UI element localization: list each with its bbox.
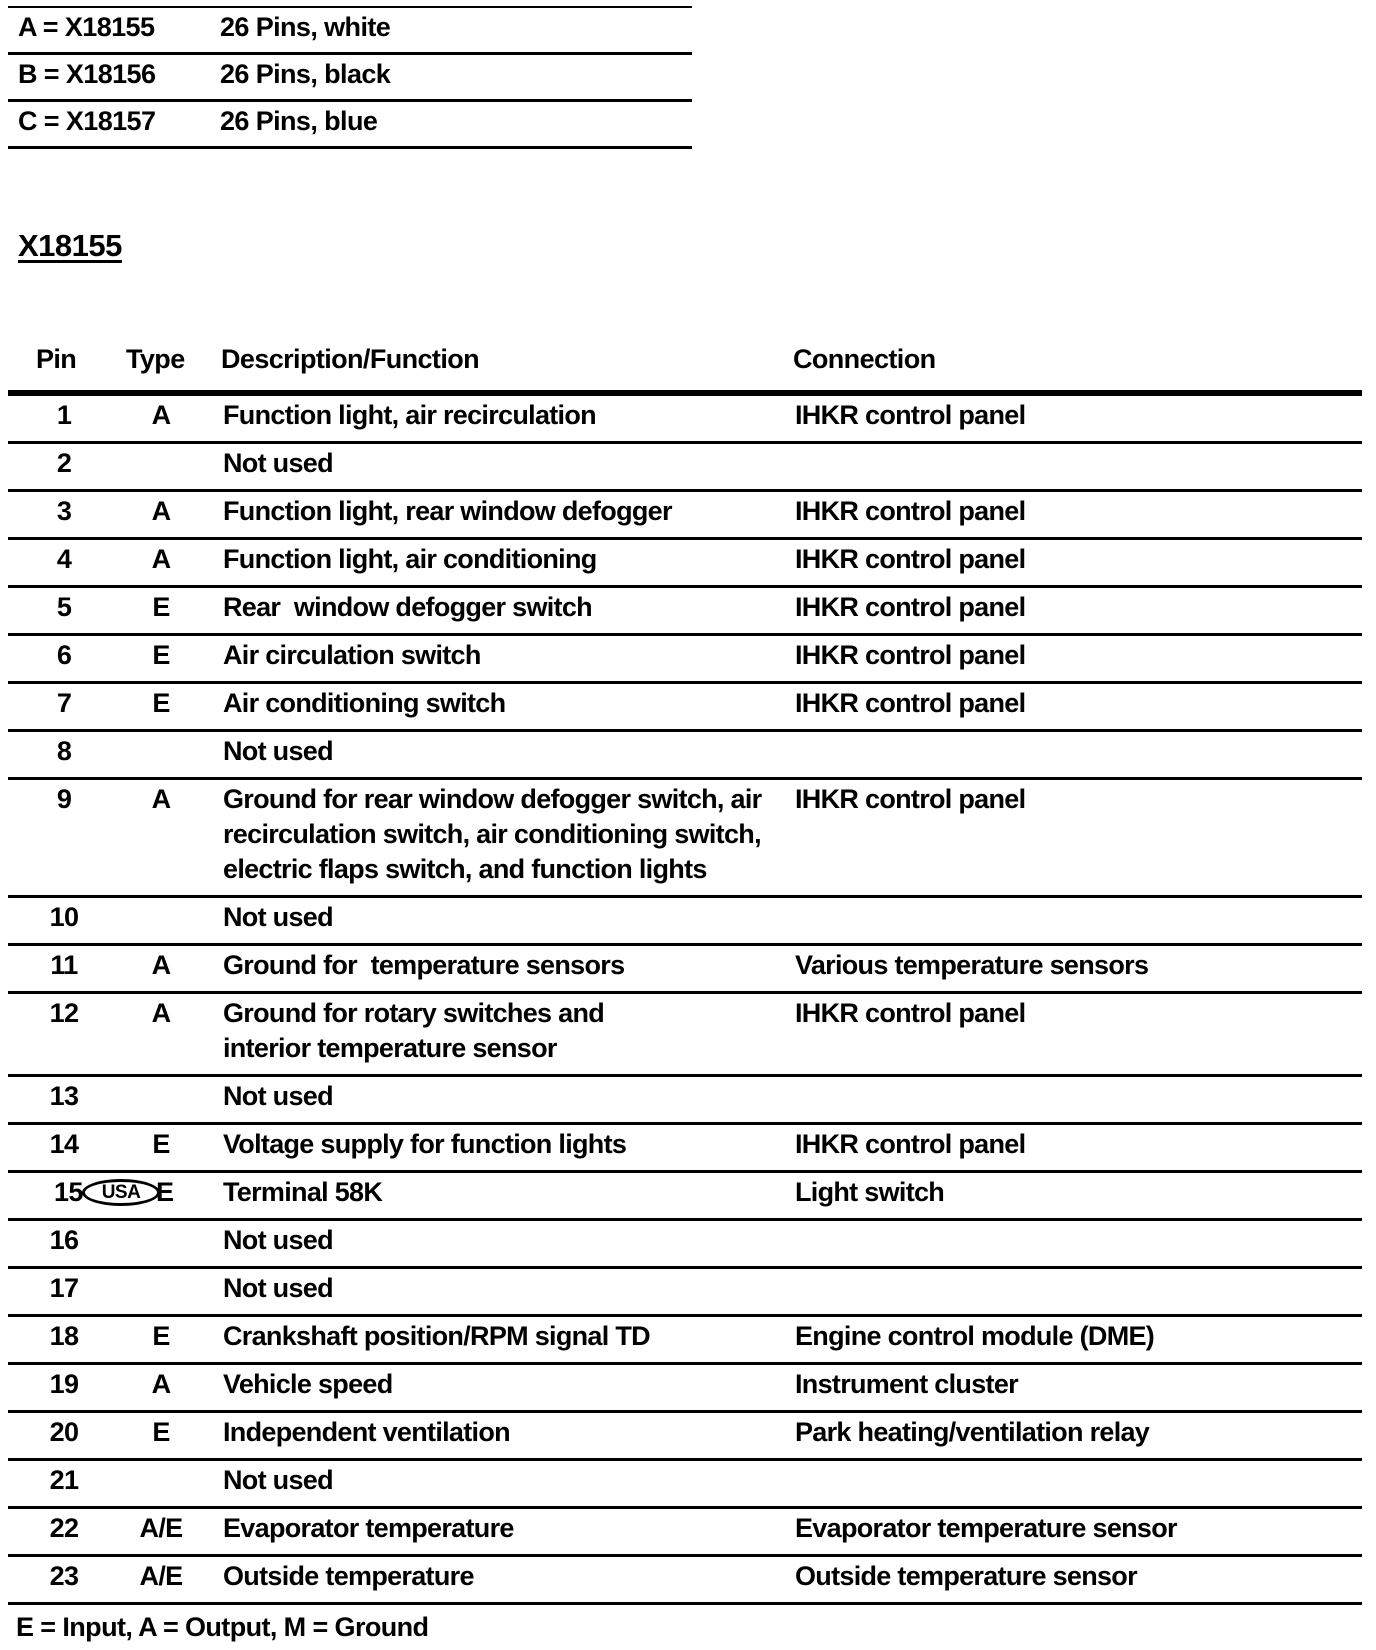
pin-description: Not used — [223, 1273, 333, 1303]
pin-description: Rear window defogger switch — [223, 592, 592, 622]
table-row — [8, 1509, 1362, 1557]
pin-number: 5 — [56, 592, 72, 622]
pin-number: 13 — [49, 1081, 79, 1111]
pin-description: Crankshaft position/RPM signal TD — [223, 1321, 650, 1351]
pin-type: A — [151, 544, 171, 574]
pin-description: Terminal 58K — [223, 1177, 383, 1207]
pin-connection: IHKR control panel — [795, 1129, 1026, 1159]
pin-number: 2 — [56, 448, 72, 478]
table-row — [8, 898, 1362, 946]
pin-number: 14 — [49, 1129, 79, 1159]
pin-description: Outside temperature — [223, 1561, 474, 1591]
table-row — [8, 1413, 1362, 1461]
connector-row — [8, 55, 692, 102]
pin-connection: IHKR control panel — [795, 592, 1026, 622]
pin-connection: IHKR control panel — [795, 784, 1026, 814]
pin-type: E — [152, 1129, 170, 1159]
pin-description: Voltage supply for function lights — [223, 1129, 627, 1159]
table-row — [8, 492, 1362, 540]
pin-connection: IHKR control panel — [795, 998, 1026, 1028]
pin-type: E — [156, 1177, 174, 1207]
pin-number: 4 — [56, 544, 72, 574]
pin-description: Vehicle speed — [223, 1369, 393, 1399]
table-row — [8, 1221, 1362, 1269]
pin-description: Not used — [223, 902, 333, 932]
pin-number: 23 — [49, 1561, 79, 1591]
pin-number: 17 — [49, 1273, 79, 1303]
table-row — [8, 1269, 1362, 1317]
connector-id: A = X18155 — [18, 12, 155, 42]
pin-connection: Evaporator temperature sensor — [795, 1513, 1177, 1543]
pin-description: Function light, rear window defogger — [223, 496, 672, 526]
pin-connection: IHKR control panel — [795, 400, 1026, 430]
header-type: Type — [126, 344, 185, 374]
pin-number: 21 — [49, 1465, 79, 1495]
connector-description: 26 Pins, white — [220, 12, 391, 42]
table-row — [8, 684, 1362, 732]
pin-type: A/E — [139, 1513, 183, 1543]
pin-number: 12 — [49, 998, 79, 1028]
table-row — [8, 780, 1362, 898]
table-row — [8, 994, 1362, 1077]
pin-connection: IHKR control panel — [795, 544, 1026, 574]
pin-number: 20 — [49, 1417, 79, 1447]
pin-description: Not used — [223, 1081, 333, 1111]
pin-number: 1 — [56, 400, 72, 430]
pin-type: A — [151, 998, 171, 1028]
pin-description: Independent ventilation — [223, 1417, 510, 1447]
header-connection: Connection — [793, 344, 936, 374]
table-row — [8, 588, 1362, 636]
connector-description: 26 Pins, black — [220, 59, 391, 89]
table-row — [8, 946, 1362, 994]
connector-table — [8, 6, 692, 149]
pin-type: A — [151, 784, 171, 814]
pin-connection: Outside temperature sensor — [795, 1561, 1137, 1591]
table-row — [8, 1557, 1362, 1605]
table-row — [8, 1461, 1362, 1509]
table-row — [8, 444, 1362, 492]
pin-description: Function light, air recirculation — [223, 400, 596, 430]
table-row — [8, 1125, 1362, 1173]
type-legend: E = Input, A = Output, M = Ground — [16, 1612, 429, 1642]
pin-description: Evaporator temperature — [223, 1513, 514, 1543]
header-pin: Pin — [36, 344, 77, 374]
pin-description: Ground for temperature sensors — [223, 950, 625, 980]
connector-id: B = X18156 — [18, 59, 156, 89]
pin-description: Ground for rotary switches and interior temperature sensor — [223, 998, 605, 1063]
pin-connection: Light switch — [795, 1177, 945, 1207]
table-row — [8, 396, 1362, 444]
pin-type: A/E — [139, 1561, 183, 1591]
pin-number: 9 — [56, 784, 72, 814]
pin-description: Function light, air conditioning — [223, 544, 597, 574]
table-row — [8, 1173, 1362, 1221]
pin-description: Air conditioning switch — [223, 688, 506, 718]
usa-marker-badge: USA — [82, 1179, 160, 1206]
pin-table-header — [8, 340, 1362, 396]
pin-type: A — [151, 1369, 171, 1399]
pin-type: A — [151, 950, 171, 980]
pin-table-body — [8, 396, 1362, 1605]
pin-number: 6 — [56, 640, 72, 670]
pin-number: 19 — [49, 1369, 79, 1399]
table-row — [8, 1317, 1362, 1365]
pin-connection: IHKR control panel — [795, 688, 1026, 718]
pin-description: Not used — [223, 1465, 333, 1495]
pin-connection: IHKR control panel — [795, 496, 1026, 526]
pin-connection: Various temperature sensors — [795, 950, 1149, 980]
pin-number: 18 — [49, 1321, 79, 1351]
pin-description: Not used — [223, 1225, 333, 1255]
connector-description: 26 Pins, blue — [220, 106, 378, 136]
pin-type: A — [151, 496, 171, 526]
pin-type: E — [152, 688, 170, 718]
table-row — [8, 636, 1362, 684]
pin-description: Not used — [223, 448, 333, 478]
pin-number: 22 — [49, 1513, 79, 1543]
pin-type: E — [152, 592, 170, 622]
pin-connection: Engine control module (DME) — [795, 1321, 1155, 1351]
pin-type: E — [152, 640, 170, 670]
pin-description: Not used — [223, 736, 333, 766]
pin-type: E — [152, 1321, 170, 1351]
pin-number: 16 — [49, 1225, 79, 1255]
table-row — [8, 1077, 1362, 1125]
pin-description: Ground for rear window defogger switch, air recirculation switch, air conditioning switch, electric flaps switch, and function lights — [223, 784, 762, 884]
connector-row — [8, 102, 692, 149]
section-title: X18155 — [18, 228, 122, 263]
pin-number: 11 — [50, 950, 78, 980]
pin-number: 10 — [49, 902, 79, 932]
pin-number: 8 — [56, 736, 72, 766]
pin-connection: IHKR control panel — [795, 640, 1026, 670]
pin-number: 3 — [56, 496, 72, 526]
pin-connection: Instrument cluster — [795, 1369, 1018, 1399]
pin-connection: Park heating/ventilation relay — [795, 1417, 1150, 1447]
table-row — [8, 540, 1362, 588]
connector-id: C = X18157 — [18, 106, 156, 136]
pin-number: 15 — [54, 1177, 83, 1207]
table-row — [8, 1365, 1362, 1413]
pin-type: E — [152, 1417, 170, 1447]
connector-row — [8, 8, 692, 55]
table-row — [8, 732, 1362, 780]
pin-type: A — [151, 400, 171, 430]
pin-number: 7 — [56, 688, 72, 718]
pin-description: Air circulation switch — [223, 640, 481, 670]
header-description: Description/Function — [221, 344, 480, 374]
